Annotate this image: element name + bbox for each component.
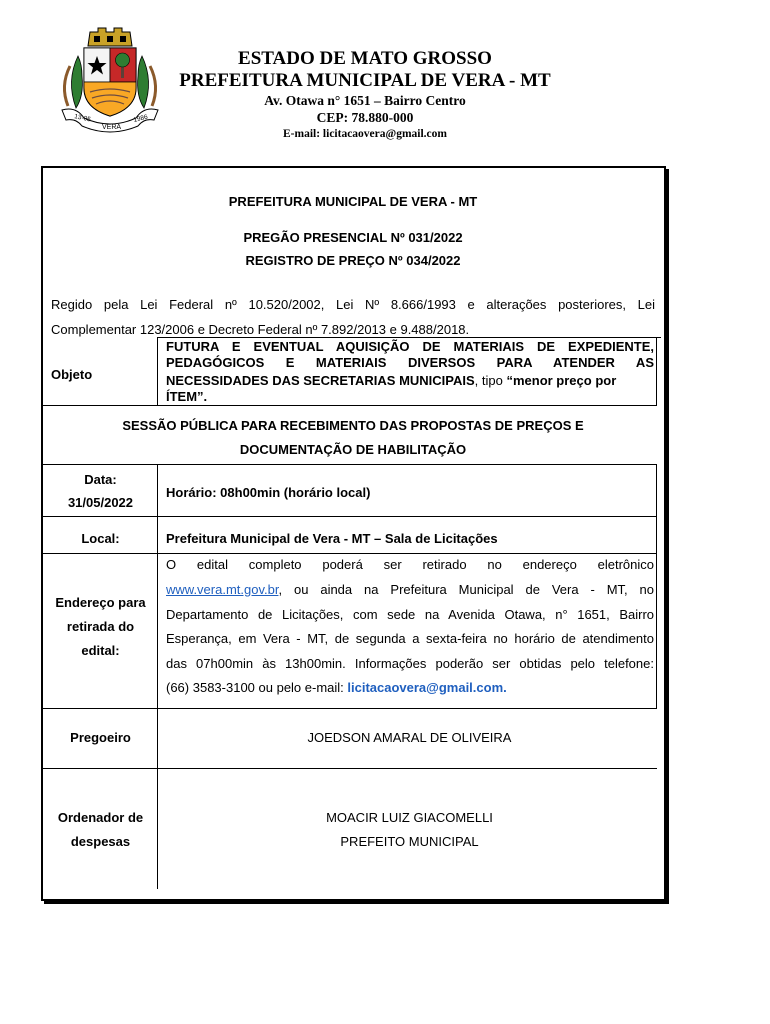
objeto-text-bold-2: “menor preço por	[506, 373, 617, 388]
pregoeiro-label: Pregoeiro	[70, 730, 131, 745]
law-text-line-2: Complementar 123/2006 e Decreto Federal nº 7.892/2013 e 9.488/2018.	[51, 322, 470, 337]
divider	[43, 464, 657, 465]
svg-text:1986: 1986	[132, 113, 149, 124]
divider	[656, 337, 657, 405]
ordenador-label-line-2: despesas	[70, 834, 131, 849]
divider	[157, 337, 158, 405]
divider	[157, 464, 158, 889]
endereco-label-line-1: Endereço para	[55, 595, 146, 610]
endereco-text-line-3: Departamento de Licitações, com sede na Avenida Otawa, n° 1651, Bairro	[166, 607, 654, 622]
objeto-text-bold: NECESSIDADES DAS SECRETARIAS MUNICIPAIS	[166, 373, 475, 388]
endereco-label-line-2: retirada do	[66, 619, 135, 634]
divider	[43, 553, 657, 554]
divider	[43, 516, 657, 517]
data-value: 31/05/2022	[67, 495, 134, 510]
email-link[interactable]: licitacaovera@gmail.com.	[347, 680, 507, 695]
session-heading-line-2: DOCUMENTAÇÃO DE HABILITAÇÃO	[239, 442, 467, 457]
endereco-text-line-5: das 07h00min às 13h00min. Informações poderão ser obtidas pelo telefone:	[166, 656, 654, 671]
cep-line: CEP: 78.880-000	[316, 110, 414, 125]
email-line: E-mail: licitacaovera@gmail.com	[283, 128, 447, 140]
municipal-crest-logo	[58, 26, 162, 138]
law-text-line-1: Regido pela Lei Federal nº 10.520/2002, Lei Nº 8.666/1993 e alterações posteriores, Lei	[51, 297, 655, 312]
objeto-label: Objeto	[51, 367, 93, 382]
ordenador-role: PREFEITO MUNICIPAL	[340, 834, 479, 849]
horario-value: Horário: 08h00min (horário local)	[166, 485, 371, 500]
ordenador-label-line-1: Ordenador de	[57, 810, 144, 825]
endereco-label-line-3: edital:	[81, 643, 120, 658]
endereco-text-line-6	[166, 680, 507, 695]
website-link[interactable]: www.vera.mt.gov.br	[166, 582, 279, 597]
objeto-text-normal: , tipo	[474, 373, 507, 388]
divider	[656, 464, 657, 709]
pregao-number: PREGÃO PRESENCIAL Nº 031/2022	[243, 230, 463, 245]
divider	[43, 405, 657, 406]
objeto-text-line-3	[166, 373, 616, 389]
ordenador-name: MOACIR LUIZ GIACOMELLI	[326, 810, 493, 825]
pregoeiro-name: JOEDSON AMARAL DE OLIVEIRA	[307, 730, 512, 745]
endereco-text-pre: (66) 3583-3100 ou pelo e-mail:	[166, 680, 348, 695]
prefecture-title: PREFEITURA MUNICIPAL DE VERA - MT	[179, 70, 551, 91]
objeto-text-line-4: ÍTEM”.	[166, 389, 208, 404]
divider	[43, 708, 657, 709]
objeto-text-line-1: FUTURA E EVENTUAL AQUISIÇÃO DE MATERIAIS DE EXPEDIENTE,	[166, 339, 654, 354]
svg-text:13-05: 13-05	[73, 113, 92, 124]
address-line: Av. Otawa n° 1651 – Bairro Centro	[264, 93, 466, 108]
svg-text:VERA: VERA	[102, 124, 122, 131]
divider	[43, 768, 657, 769]
session-heading-line-1: SESSÃO PÚBLICA PARA RECEBIMENTO DAS PROPOSTAS DE PREÇOS E	[122, 418, 584, 433]
divider	[158, 337, 661, 338]
state-title: ESTADO DE MATO GROSSO	[238, 48, 492, 69]
endereco-text-line-2	[166, 582, 654, 597]
objeto-text-line-2: PEDAGÓGICOS E MATERIAIS DIVERSOS PARA ATENDER AS	[166, 355, 654, 370]
endereco-text-line-1: O edital completo poderá ser retirado no endereço eletrônico	[166, 557, 654, 572]
endereco-text-rest: , ou ainda na Prefeitura Municipal de Vera - MT, no	[278, 582, 654, 597]
local-label: Local:	[81, 531, 120, 546]
endereco-text-line-4: Esperança, em Vera - MT, de segunda a sexta-feira no horário de atendimento	[166, 631, 654, 646]
registro-number: REGISTRO DE PREÇO Nº 034/2022	[245, 253, 461, 268]
data-label: Data:	[84, 472, 117, 487]
local-value: Prefeitura Municipal de Vera - MT – Sala de Licitações	[166, 531, 498, 546]
notice-title: PREFEITURA MUNICIPAL DE VERA - MT	[228, 194, 478, 209]
